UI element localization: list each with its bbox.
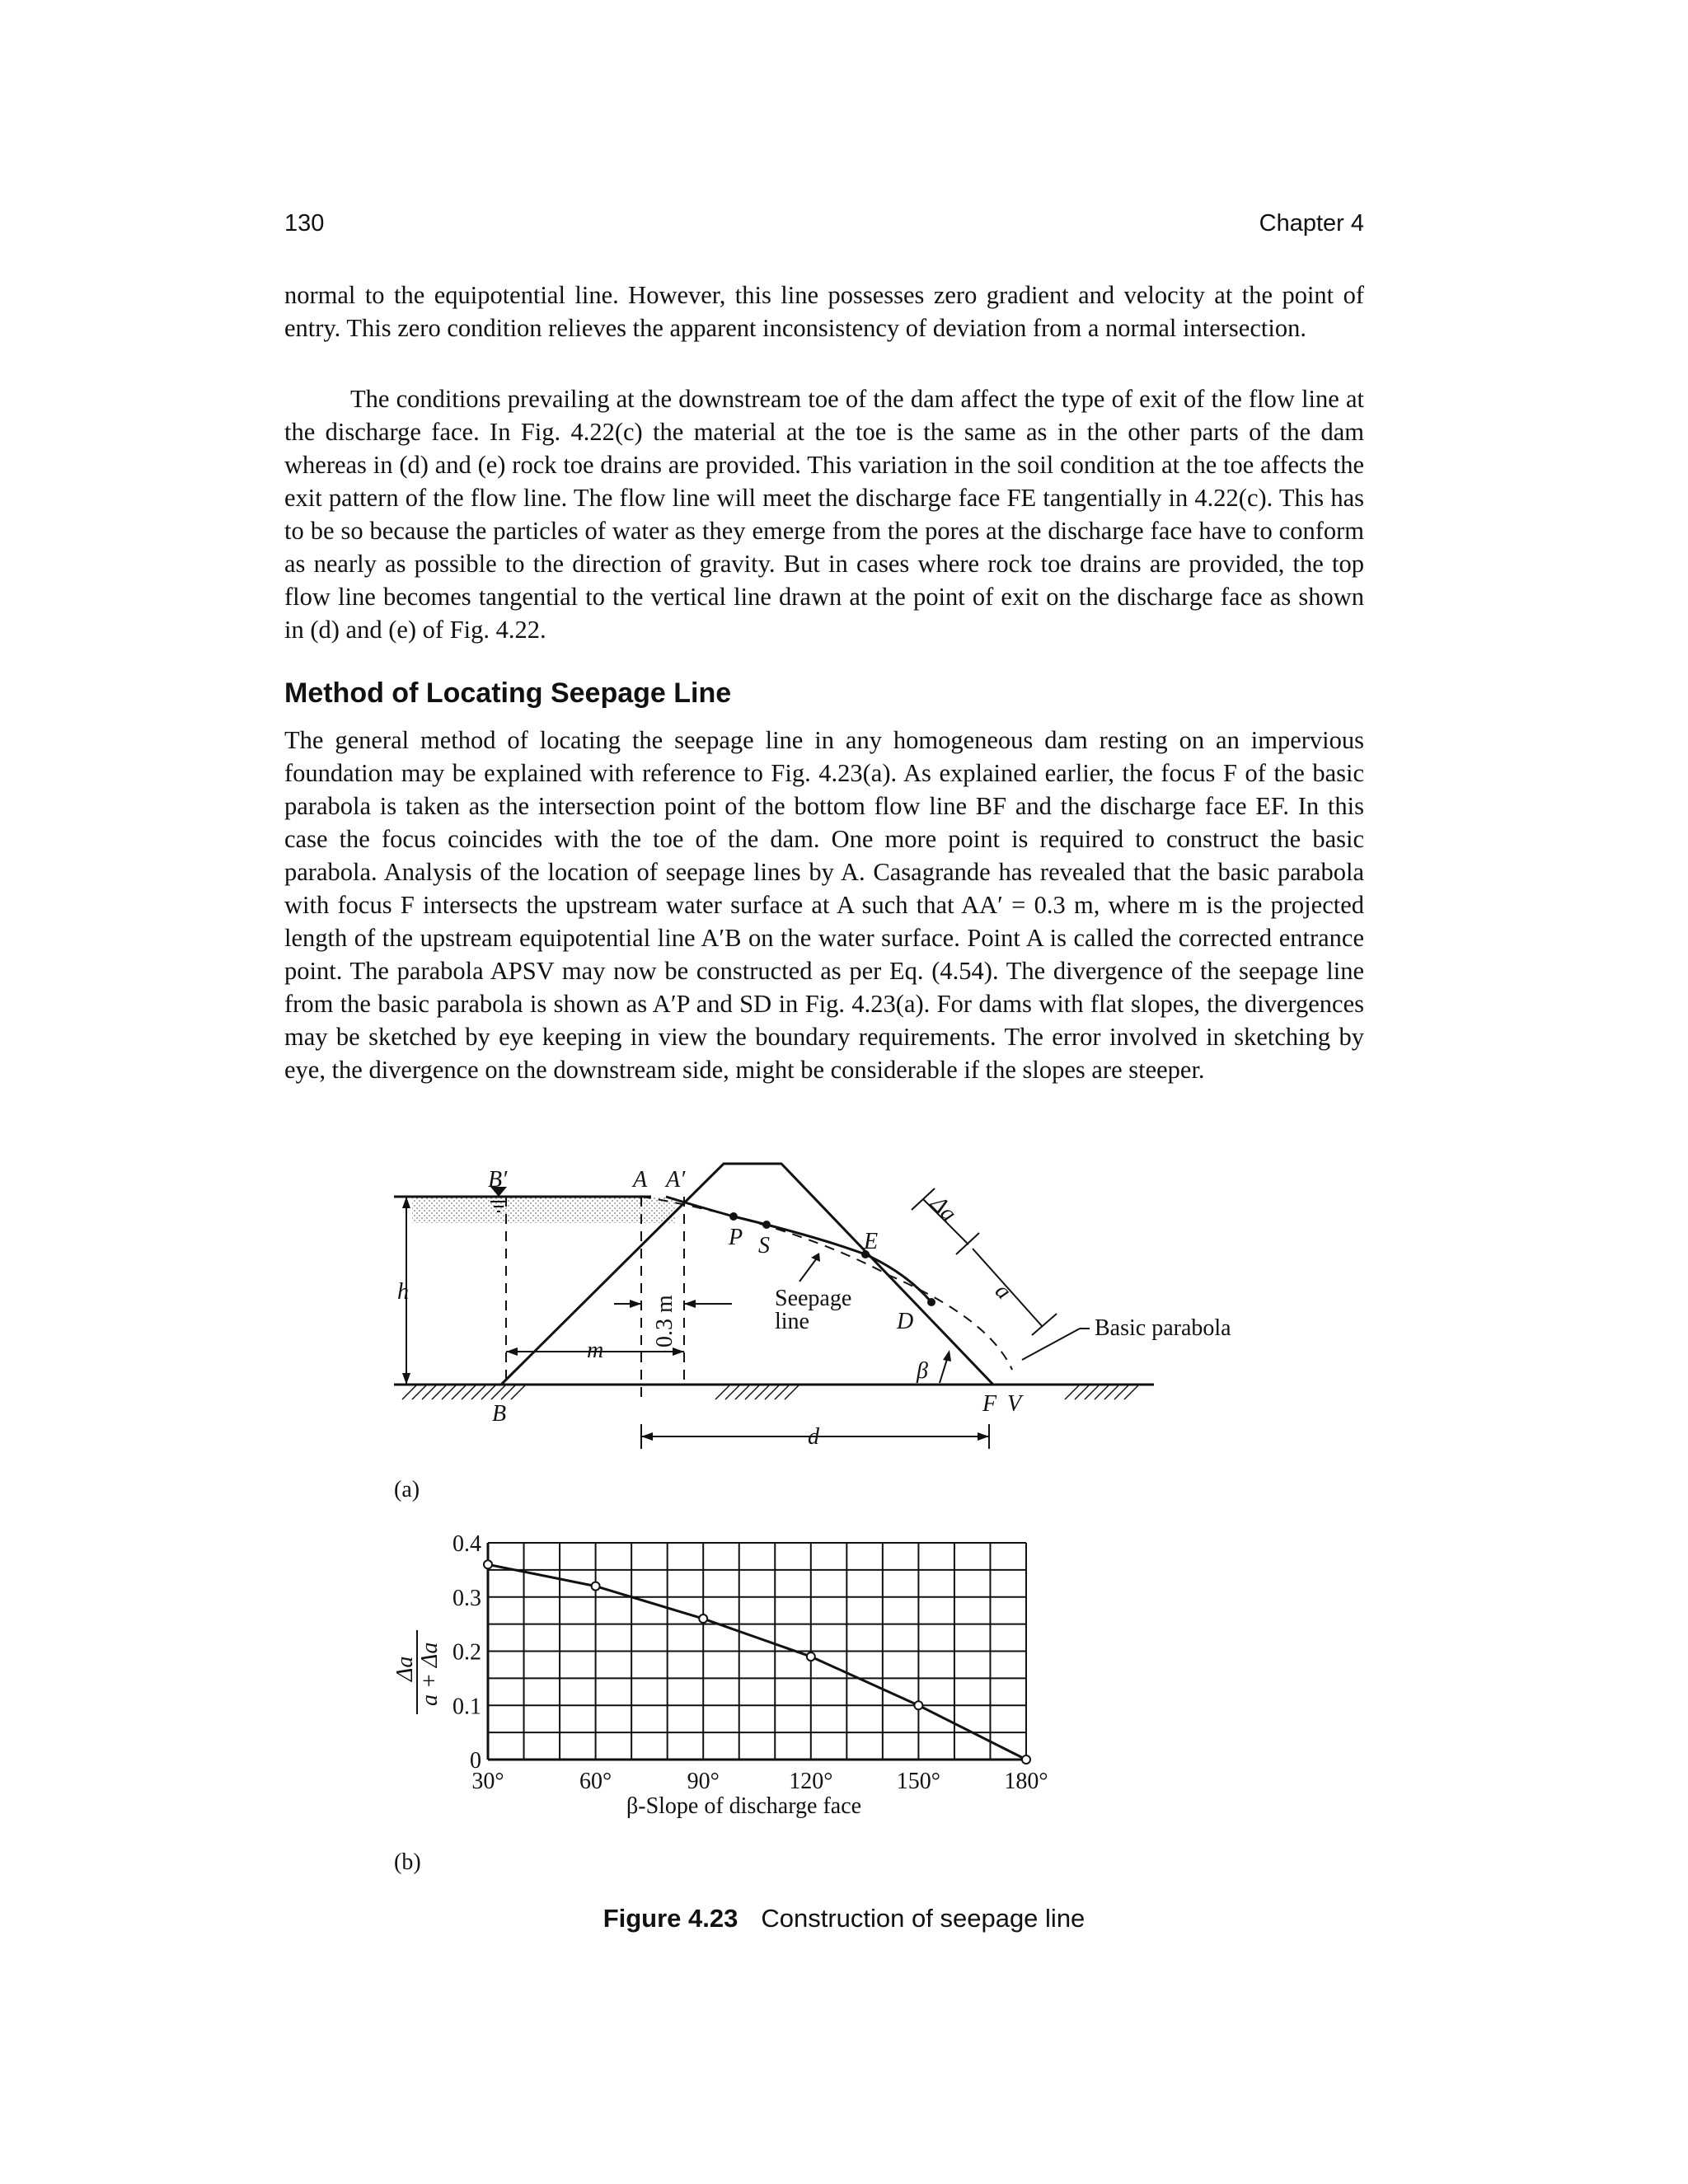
section-heading: Method of Locating Seepage Line — [284, 677, 732, 709]
y-tick-label: 0.1 — [452, 1694, 481, 1720]
label-a: A — [633, 1167, 648, 1193]
y-tick-label: 0.2 — [452, 1639, 481, 1666]
chapter-label: Chapter 4 — [1259, 210, 1364, 237]
x-tick-label: 180° — [1004, 1769, 1048, 1794]
label-m: m — [587, 1338, 604, 1363]
panel-label-a: (a) — [394, 1477, 420, 1502]
y-label-denominator: a + Δa — [417, 1642, 443, 1706]
label-seepage-1: Seepage — [775, 1286, 852, 1311]
data-point — [484, 1560, 492, 1568]
label-a-dim: a — [990, 1278, 1016, 1305]
x-tick-label: 150° — [896, 1769, 941, 1794]
data-point — [1022, 1755, 1030, 1764]
data-point — [699, 1615, 707, 1623]
label-p: P — [729, 1225, 743, 1250]
y-tick-label: 0.4 — [452, 1531, 481, 1557]
y-tick-label: 0.3 — [452, 1585, 481, 1611]
paragraph-2: The conditions prevailing at the downstream toe of the dam affect the type of exit of the flow line at the discharge face. In Fig. 4.22(c) the material at the toe is the same as in the other parts of the dam whereas in (d) and (e) rock toe drains are provided. This variation in the soil condition at the toe affects the exit pattern of the flow line. The flow line will meet the discharge face FE tangentially in 4.22(c). This has to be so because the particles of water as they emerge from the pores at the discharge face have to conform as nearly as possible to the direction of gravity. But in cases where rock toe drains are provided, the top flow line becomes tangential to the vertical line drawn at the point of exit on the discharge face as shown in (d) and (e) of Fig. 4.22. — [284, 385, 1364, 644]
label-delta-a: Δa — [926, 1191, 962, 1227]
label-d-point: D — [897, 1309, 914, 1334]
label-f: F — [982, 1391, 997, 1417]
label-b: B — [492, 1401, 507, 1427]
y-tick-label: 0 — [470, 1748, 481, 1774]
label-s: S — [758, 1233, 770, 1258]
panel-label-b: (b) — [394, 1849, 421, 1875]
label-beta: β — [917, 1358, 928, 1384]
figure-caption — [0, 1904, 1688, 1933]
y-label-numerator: Δa — [392, 1656, 418, 1681]
label-v: V — [1007, 1391, 1022, 1417]
label-a-prime: A′ — [666, 1167, 686, 1193]
label-basic-parabola: Basic parabola — [1095, 1315, 1231, 1341]
figure-caption-text: Construction of seepage line — [761, 1904, 1085, 1933]
label-h: h — [397, 1279, 409, 1305]
paragraph-1: normal to the equipotential line. However, this line possesses zero gradient and velocity at the point of entry. This zero condition relieves the apparent inconsistency of deviation from a normal intersection. — [284, 281, 1364, 342]
x-tick-label: 30° — [471, 1769, 504, 1794]
series-line — [488, 1564, 1026, 1760]
x-tick-label: 90° — [687, 1769, 720, 1794]
x-tick-label: 120° — [789, 1769, 833, 1794]
label-seepage-2: line — [775, 1309, 809, 1334]
figure-number: Figure 4.23 — [603, 1904, 738, 1933]
label-b-prime: B′ — [488, 1167, 508, 1193]
data-point — [914, 1701, 922, 1709]
data-point — [592, 1582, 600, 1591]
label-e: E — [864, 1229, 879, 1254]
x-tick-label: 60° — [579, 1769, 612, 1794]
paragraph-3: The general method of locating the seepage line in any homogeneous dam resting on an impervious foundation may be explained with reference to Fig. 4.23(a). As explained earlier, the focus F of the basic parabola is taken as the intersection point of the bottom flow line BF and the discharge face EF. In this case the focus coincides with the toe of the dam. One more point is required to construct the basic parabola. Analysis of the location of seepage lines by A. Casagrande has revealed that the basic parabola with focus F intersects the upstream water surface at A such that AA′ = 0.3 m, where m is the projected length of the upstream equipotential line A′B on the water surface. Point A is called the corrected entrance point. The parabola APSV may now be constructed as per Eq. (4.54). The divergence of the seepage line from the basic parabola is shown as A′P and SD in Fig. 4.23(a). For dams with flat slopes, the divergences may be sketched by eye keeping in view the boundary requirements. The error involved in sketching by eye, the divergence on the downstream side, might be considerable if the slopes are steeper. — [284, 726, 1364, 1084]
x-axis-label: β-Slope of discharge face — [626, 1793, 862, 1819]
label-d-dimension: d — [808, 1424, 819, 1450]
label-0-3m: 0.3 m — [652, 1295, 678, 1347]
data-point — [807, 1652, 815, 1661]
page-number: 130 — [284, 210, 325, 237]
